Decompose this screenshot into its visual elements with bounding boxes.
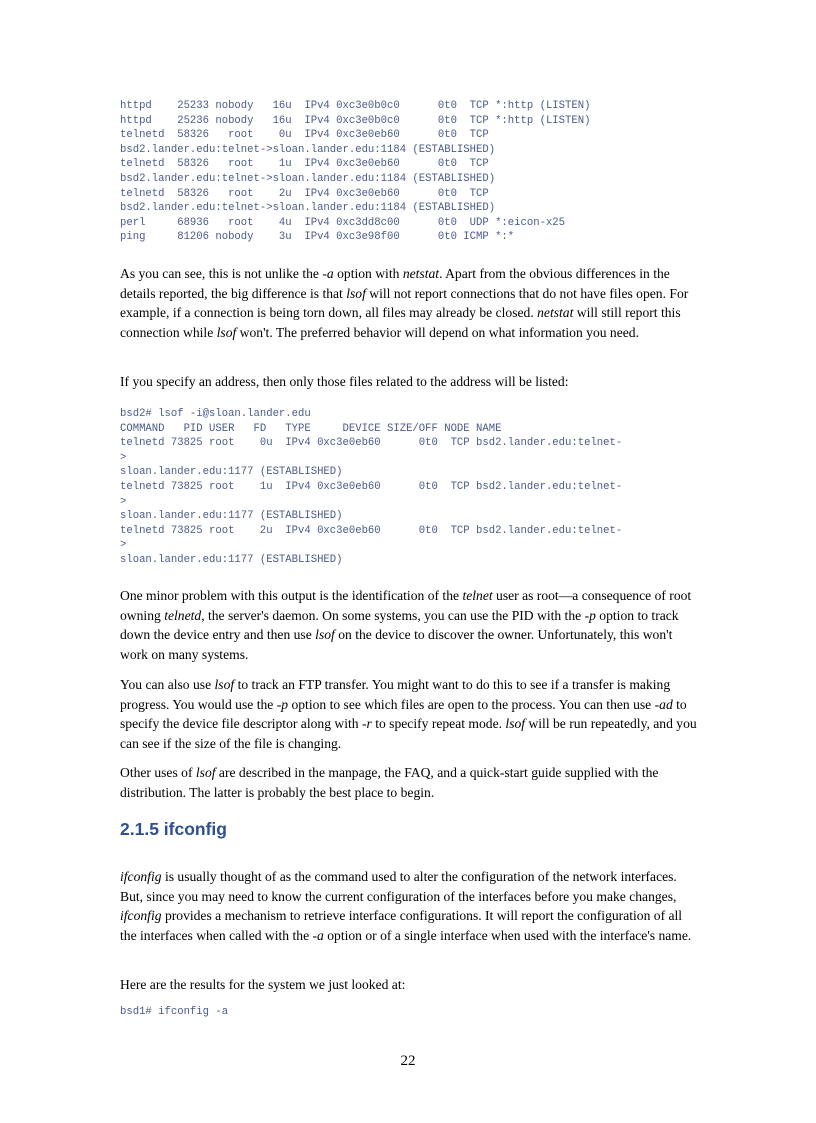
paragraph-telnet-root: One minor problem with this output is the identification of the telnet user as root—a consequence of root owning telnetd, the server's daemon. On some systems, you can use the PID with the -p option to track down the device entry and then use lsof on the device to discover the owner. Unfortunately, this won't work on many systems. bbox=[120, 588, 692, 662]
code-block-ifconfig bbox=[120, 1005, 228, 1020]
code-line: telnetd 73825 root 2u IPv4 0xc3e0eb60 0t0 TCP bsd2.lander.edu:telnet- bbox=[120, 524, 623, 537]
code-line: > bbox=[120, 451, 127, 464]
code-line: telnetd 58326 root 0u IPv4 0xc3e0eb60 0t0 TCP bbox=[120, 129, 489, 142]
code-line: sloan.lander.edu:1177 (ESTABLISHED) bbox=[120, 510, 343, 523]
code-block-lsof-listing bbox=[120, 99, 590, 245]
code-line: sloan.lander.edu:1177 (ESTABLISHED) bbox=[120, 466, 343, 479]
code-line: telnetd 73825 root 1u IPv4 0xc3e0eb60 0t0 TCP bsd2.lander.edu:telnet- bbox=[120, 480, 623, 493]
section-heading: 2.1.5 ifconfig bbox=[120, 819, 227, 839]
code-line: perl 68936 root 4u IPv4 0xc3dd8c00 0t0 UDP *:eicon-x25 bbox=[120, 216, 566, 229]
page-number: 22 bbox=[400, 1053, 416, 1069]
paragraph-other-uses: Other uses of lsof are described in the manpage, the FAQ, and a quick-start guide supplied with the distribution. The latter is probably the best place to begin. bbox=[120, 765, 659, 800]
paragraph-address-intro: If you specify an address, then only those files related to the address will be listed: bbox=[120, 374, 569, 389]
code-line: bsd2# lsof -i@sloan.lander.edu bbox=[120, 408, 311, 420]
paragraph-results-intro: Here are the results for the system we just looked at: bbox=[120, 977, 406, 992]
paragraph-ftp-transfer: You can also use lsof to track an FTP transfer. You might want to do this to see if a transfer is making progress. You would use the -p option to see which files are open to the process. You can then use -ad to specify the device file descriptor along with -r to specify repeat mode. lsof will be run repeatedly, and you can see if the size of the file is changing. bbox=[120, 677, 697, 751]
code-line: > bbox=[120, 495, 127, 508]
code-line: telnetd 73825 root 0u IPv4 0xc3e0eb60 0t0 TCP bsd2.lander.edu:telnet- bbox=[120, 437, 623, 450]
code-line: bsd1# ifconfig -a bbox=[120, 1006, 229, 1018]
code-line: COMMAND PID USER FD TYPE DEVICE SIZE/OFF NODE NAME bbox=[120, 422, 502, 435]
code-line: bsd2.lander.edu:telnet->sloan.lander.edu:1184 (ESTABLISHED) bbox=[120, 202, 496, 215]
code-line: bsd2.lander.edu:telnet->sloan.lander.edu:1184 (ESTABLISHED) bbox=[120, 172, 496, 185]
code-line: httpd 25236 nobody 16u IPv4 0xc3e0b0c0 0t0 TCP *:http (LISTEN) bbox=[120, 114, 591, 127]
code-line: > bbox=[120, 539, 127, 552]
code-line: bsd2.lander.edu:telnet->sloan.lander.edu:1184 (ESTABLISHED) bbox=[120, 143, 496, 156]
paragraph-ifconfig-intro: ifconfig is usually thought of as the command used to alter the configuration of the network interfaces. But, since you may need to know the current configuration of the interfaces before you make changes, ifconfig provides a mechanism to retrieve interface configurations. It will report the configuration of all the interfaces when called with the -a option or of a single interface when used with the interface's name. bbox=[120, 869, 692, 943]
code-block-lsof-address bbox=[120, 407, 622, 568]
code-line: telnetd 58326 root 1u IPv4 0xc3e0eb60 0t0 TCP bbox=[120, 158, 489, 171]
paragraph-netstat-comparison: As you can see, this is not unlike the -a option with netstat. Apart from the obvious differences in the details reported, the big difference is that lsof will not report connections that do not have files open. For example, if a connection is being torn down, all files may already be closed. netstat will still report this connection while lsof won't. The preferred behavior will depend on what information you need. bbox=[120, 266, 689, 340]
code-line: sloan.lander.edu:1177 (ESTABLISHED) bbox=[120, 553, 343, 566]
code-line: telnetd 58326 root 2u IPv4 0xc3e0eb60 0t0 TCP bbox=[120, 187, 489, 200]
code-line: httpd 25233 nobody 16u IPv4 0xc3e0b0c0 0t0 TCP *:http (LISTEN) bbox=[120, 100, 591, 112]
code-line: ping 81206 nobody 3u IPv4 0xc3e98f00 0t0 ICMP *:* bbox=[120, 231, 515, 244]
